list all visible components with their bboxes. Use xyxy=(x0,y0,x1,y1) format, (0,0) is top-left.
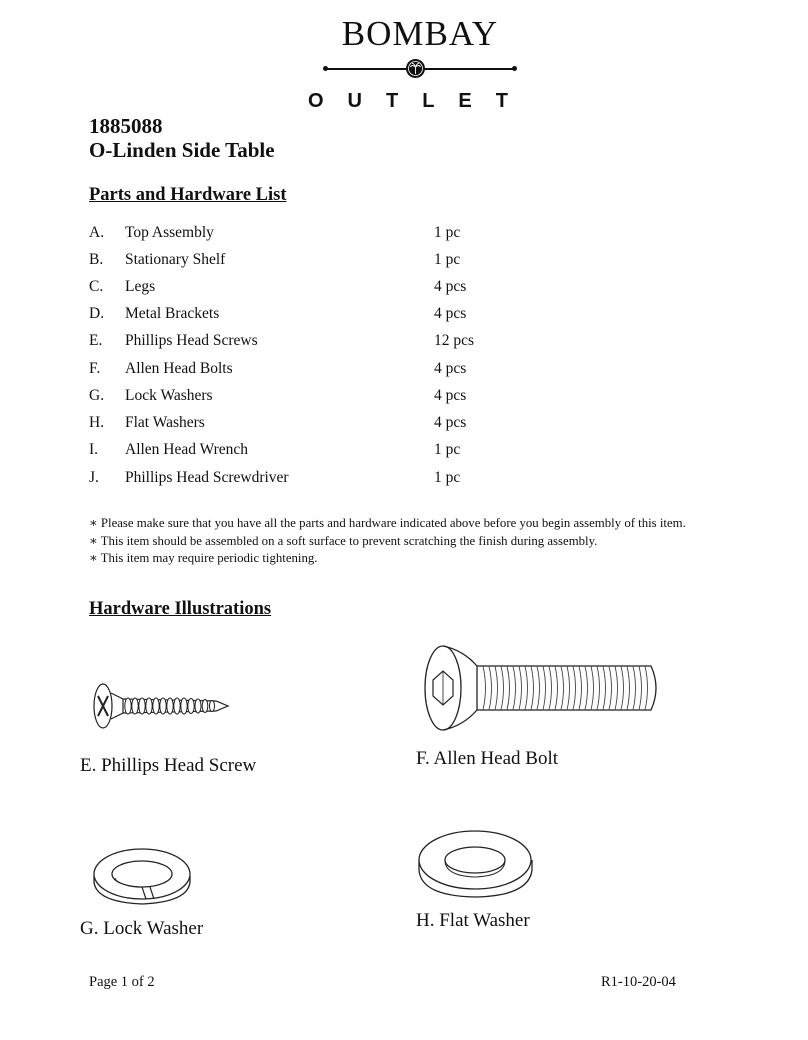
part-letter: F. xyxy=(89,360,101,377)
part-qty: 4 pcs xyxy=(434,414,467,431)
part-letter: J. xyxy=(89,469,99,486)
part-letter: D. xyxy=(89,305,105,322)
palm-tree-icon xyxy=(406,59,425,78)
lock-washer-caption: G. Lock Washer xyxy=(80,918,204,939)
note: ∗ This item may require periodic tightening. xyxy=(89,551,318,565)
part-name: Lock Washers xyxy=(125,387,213,404)
part-qty: 4 pcs xyxy=(434,387,467,404)
part-qty: 1 pc xyxy=(434,224,461,241)
part-qty: 4 pcs xyxy=(434,360,467,377)
part-letter: A. xyxy=(89,224,105,241)
flat-washer-caption: H. Flat Washer xyxy=(416,910,530,931)
part-letter: C. xyxy=(89,278,104,295)
part-qty: 1 pc xyxy=(434,251,461,268)
notes xyxy=(89,515,686,568)
part-name: Phillips Head Screwdriver xyxy=(125,469,289,486)
part-qty: 4 pcs xyxy=(434,305,467,322)
part-letter: E. xyxy=(89,332,103,349)
revision-code: R1-10-20-04 xyxy=(601,974,676,990)
logo-dot-right xyxy=(512,66,517,71)
bolt-caption: F. Allen Head Bolt xyxy=(416,748,559,769)
flat-washer-illustration xyxy=(415,826,537,900)
part-name: Phillips Head Screws xyxy=(125,332,258,349)
part-letter: H. xyxy=(89,414,105,431)
parts-heading: Parts and Hardware List xyxy=(89,185,287,205)
part-name: Legs xyxy=(125,278,156,295)
part-letter: B. xyxy=(89,251,104,268)
page-number: Page 1 of 2 xyxy=(89,974,155,990)
part-letter: I. xyxy=(89,441,99,458)
part-name: Allen Head Bolts xyxy=(125,360,233,377)
part-name: Allen Head Wrench xyxy=(125,441,249,458)
part-name: Top Assembly xyxy=(125,224,214,241)
phillips-screw-illustration xyxy=(90,680,235,732)
note: ∗ Please make sure that you have all the parts and hardware indicated above before you begin assembly of this item. xyxy=(89,516,686,530)
part-qty: 1 pc xyxy=(434,469,461,486)
part-name: Flat Washers xyxy=(125,414,205,431)
part-letter: G. xyxy=(89,387,105,404)
brand-logo-subtitle: OUTLET xyxy=(308,90,532,112)
part-qty: 1 pc xyxy=(434,441,461,458)
lock-washer-illustration xyxy=(88,842,198,908)
screw-caption: E. Phillips Head Screw xyxy=(80,755,257,776)
part-name: Metal Brackets xyxy=(125,305,220,322)
allen-bolt-illustration xyxy=(415,638,670,738)
product-number: 1885088 xyxy=(89,114,163,138)
logo-dot-left xyxy=(323,66,328,71)
note: ∗ This item should be assembled on a soft surface to prevent scratching the finish during assembly. xyxy=(89,533,598,548)
part-qty: 12 pcs xyxy=(434,332,475,349)
product-name: O-Linden Side Table xyxy=(89,138,275,162)
brand-logo-text: BOMBAY xyxy=(341,14,499,53)
illustrations-heading: Hardware Illustrations xyxy=(89,599,272,619)
part-name: Stationary Shelf xyxy=(125,251,226,268)
part-qty: 4 pcs xyxy=(434,278,467,295)
